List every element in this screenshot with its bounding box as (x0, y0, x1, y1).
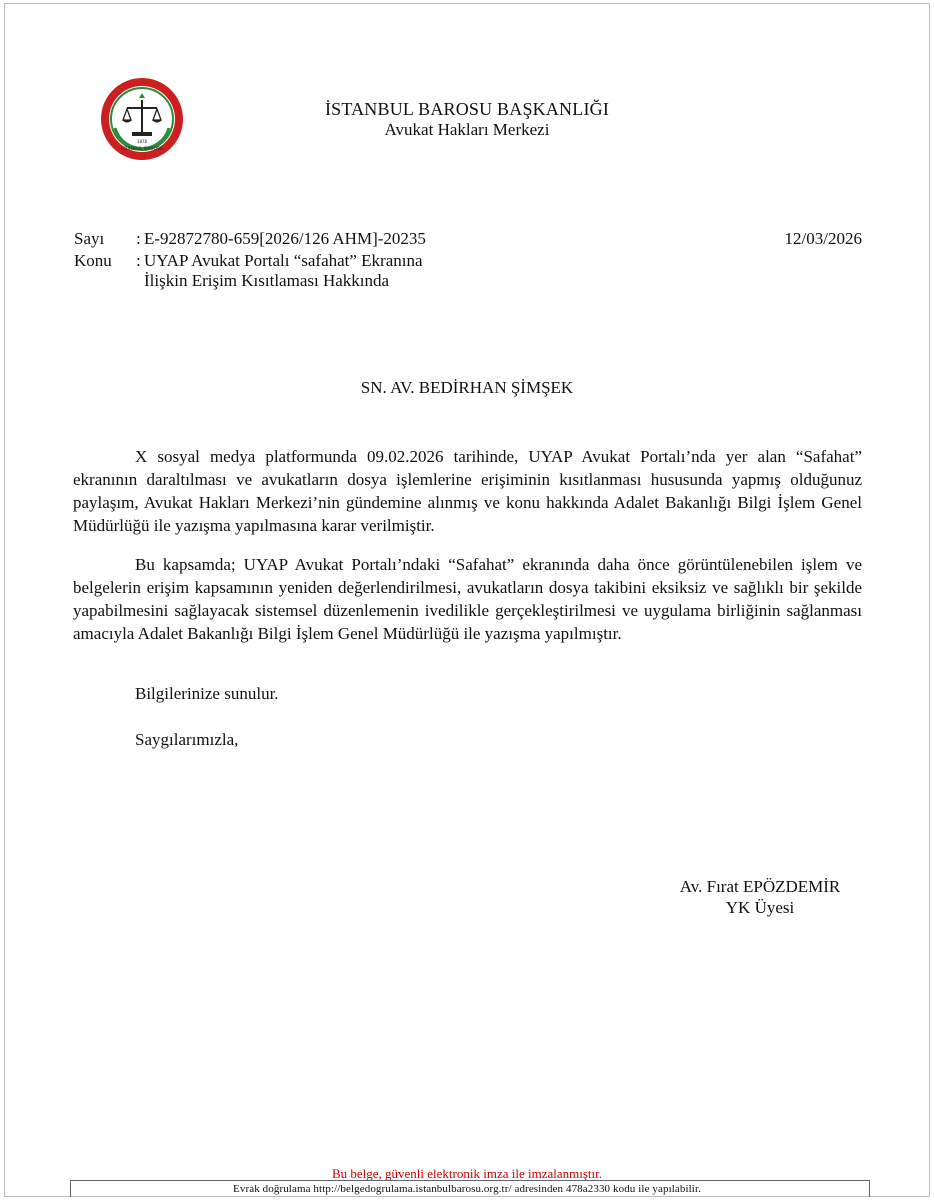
institution-subtitle: Avukat Hakları Merkezi (384, 120, 550, 139)
konu-separator: : (136, 251, 141, 270)
sayi-label: Sayı (74, 229, 105, 248)
closing-line: Bilgilerinize sunulur. (135, 684, 279, 703)
document-date: 12/03/2026 (784, 229, 862, 248)
esign-notice: Bu belge, güvenli elektronik imza ile imzalanmıştır. (331, 1166, 603, 1181)
addressee: SN. AV. BEDİRHAN ŞİMŞEK (360, 378, 574, 397)
sayi-row (74, 229, 426, 249)
logo-year: 1878 (136, 139, 148, 144)
sayi-separator: : (136, 229, 141, 248)
konu-row (74, 251, 423, 271)
konu-line-2: İlişkin Erişim Kısıtlaması Hakkında (144, 271, 390, 290)
signatory-name: Av. Fırat EPÖZDEMİR (679, 877, 841, 896)
konu-line-1: UYAP Avukat Portalı “safahat” Ekranına (144, 251, 423, 270)
verification-notice: Evrak doğrulama http://belgedogrulama.istanbulbarosu.org.tr/ adresinden 478a2330 kodu ile yapılabilir. (233, 1183, 701, 1195)
logo-text: İSTANBUL BAROSU (120, 147, 164, 152)
body-paragraph-2: Bu kapsamda; UYAP Avukat Portalı’ndaki “Safahat” ekranında daha önce görüntülenebilen işlem ve belgelerin erişim kapsamının yeniden değerlendirilmesi, avukatların dosya takibini eksiksiz ve sağlıklı bir şekilde yapabilmesini sağlayacak sistemsel düzenlemenin ivedilikle gerçekleştirilmesi ve uygulama birliğinin sağlanması amacıyla Adalet Bakanlığı Bilgi İşlem Genel Müdürlüğü ile yazışma yapılmıştır. (73, 555, 862, 643)
institution-title: İSTANBUL BAROSU BAŞKANLIĞI (324, 99, 610, 119)
konu-label: Konu (74, 251, 112, 270)
sayi-value: E-92872780-659[2026/126 AHM]-20235 (144, 229, 426, 248)
signatory-title: YK Üyesi (725, 898, 795, 917)
body-paragraph-1: X sosyal medya platformunda 09.02.2026 tarihinde, UYAP Avukat Portalı’nda yer alan “Safahat” ekranının daraltılması ve avukatların dosya işlemlerine erişiminin kısıtlanması hususunda yapmış olduğunuz paylaşım, Avukat Hakları Merkezi’nin gündemine alınmış ve konu hakkında Adalet Bakanlığı Bilgi İşlem Genel Müdürlüğü ile yazışma yapılmasına karar verilmiştir. (73, 447, 862, 535)
salutation: Saygılarımızla, (135, 730, 239, 749)
